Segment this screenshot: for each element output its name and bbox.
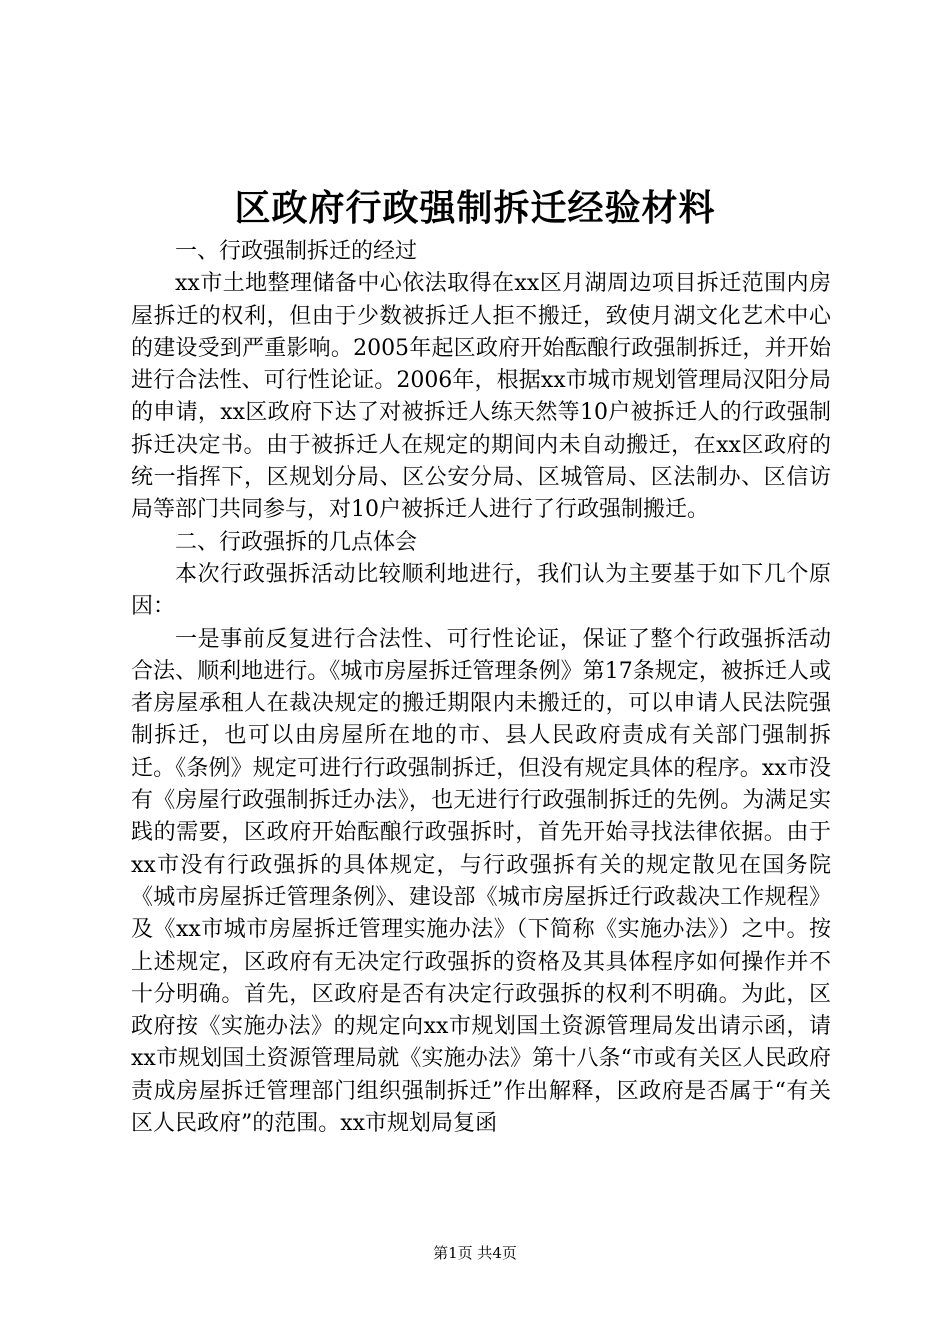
document-body — [131, 236, 831, 1140]
document-title: 区政府行政强制拆迁经验材料 — [234, 188, 716, 229]
page-footer: 第1页 共4页 — [433, 1244, 517, 1262]
section-heading-2: 二、行政强拆的几点体会 — [175, 529, 418, 555]
paragraph: xx市土地整理储备中心依法取得在xx区月湖周边项目拆迁范围内房屋拆迁的权利，但由于少数被拆迁人拒不搬迁，致使月湖文化艺术中心的建设受到严重影响。2005年起区政府开始酝酿行政强制拆迁，并开始进行合法性、可行性论证。2006年，根据xx市城市规划管理局汉阳分局的申请，xx区政府下达了对被拆迁人练天然等10户被拆迁人的行政强制拆迁决定书。由于被拆迁人在规定的期间内未自动搬迁，在xx区政府的统一指挥下，区规划分局、区公安分局、区城管局、区法制办、区信访局等部门共同参与，对10户被拆迁人进行了行政强制搬迁。 — [131, 271, 831, 523]
paragraph: 一是事前反复进行合法性、可行性论证，保证了整个行政强拆活动合法、顺利地进行。《城市房屋拆迁管理条例》第17条规定，被拆迁人或者房屋承租人在裁决规定的搬迁期限内未搬迁的，可以申请人民法院强制拆迁，也可以由房屋所在地的市、县人民政府责成有关部门强制拆迁。《条例》规定可进行行政强制拆迁，但没有规定具体的程序。xx市没有《房屋行政强制拆迁办法》，也无进行行政强制拆迁的先例。为满足实践的需要，区政府开始酝酿行政强拆时，首先开始寻找法律依据。由于xx市没有行政强拆的具体规定，与行政强拆有关的规定散见在国务院《城市房屋拆迁管理条例》、建设部《城市房屋拆迁行政裁决工作规程》及《xx市城市房屋拆迁管理实施办法》（下简称《实施办法》）之中。按上述规定，区政府有无决定行政强拆的资格及其具体程序如何操作并不十分明确。首先，区政府是否有决定行政强拆的权利不明确。为此，区政府按《实施办法》的规定向xx市规划国土资源管理局发出请示函，请xx市规划国土资源管理局就《实施办法》第十八条“市或有关区人民政府责成房屋拆迁管理部门组织强制拆迁”作出解释，区政府是否属于“有关区人民政府”的范围。xx市规划局复函 — [131, 626, 831, 1137]
section-heading-1: 一、行政强制拆迁的经过 — [175, 239, 418, 264]
paragraph: 本次行政强拆活动比较顺利地进行，我们认为主要基于如下几个原因： — [131, 561, 831, 620]
